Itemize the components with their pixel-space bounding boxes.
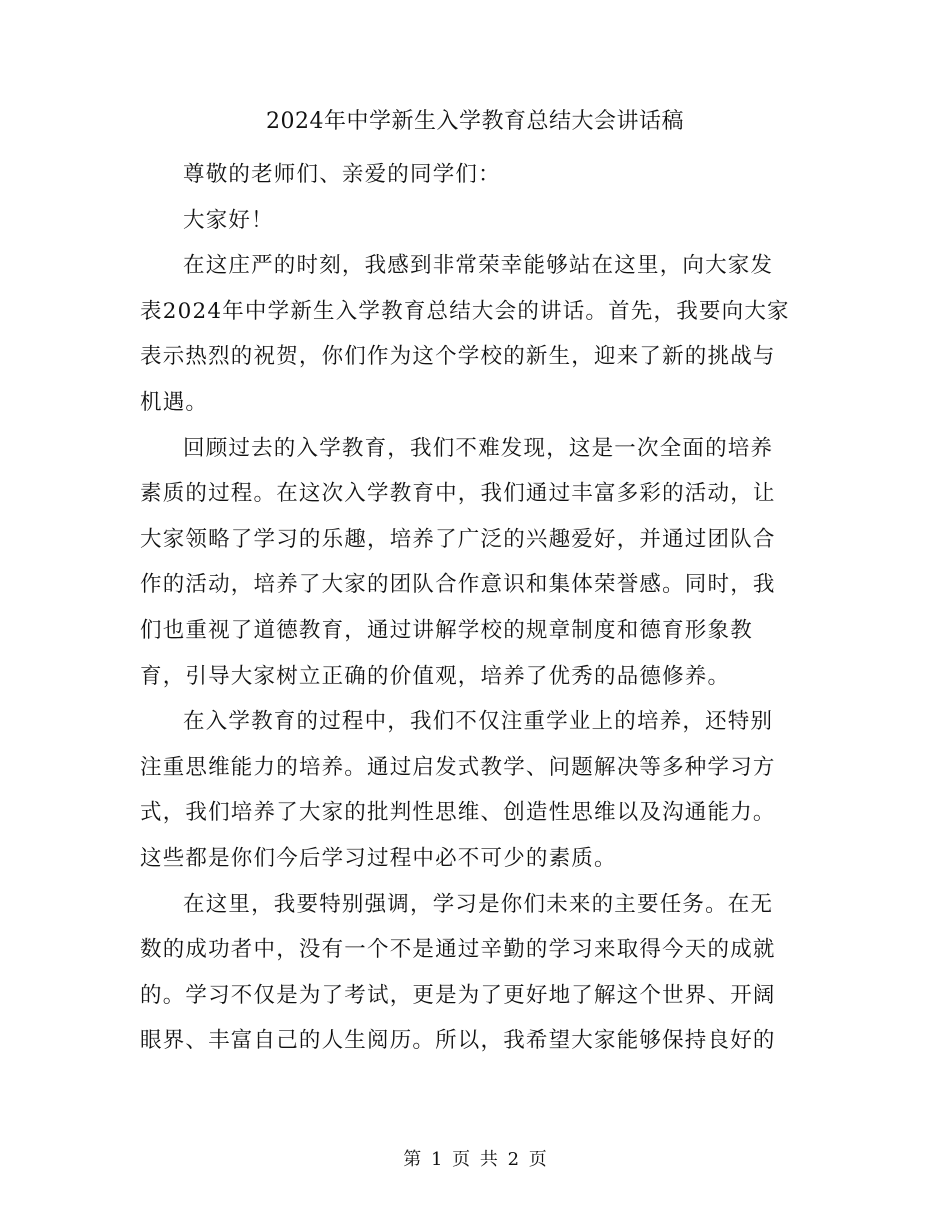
paragraph-line: 机遇。 <box>140 389 209 415</box>
paragraph-line: 育，引导大家树立正确的价值观，培养了优秀的品德修养。 <box>140 663 731 689</box>
paragraph-review <box>140 426 808 700</box>
paragraph-line: 作的活动，培养了大家的团队合作意识和集体荣誉感。同时，我 <box>140 572 776 598</box>
page-number-footer: 第 1 页 共 2 页 <box>403 1149 547 1170</box>
paragraph-opening <box>140 243 808 425</box>
paragraph-line: 素质的过程。在这次入学教育中，我们通过丰富多彩的活动，让 <box>140 481 776 507</box>
paragraph-line: 眼界、丰富自己的人生阅历。所以，我希望大家能够保持良好的 <box>140 1028 776 1054</box>
document-title: 2024年中学新生入学教育总结大会讲话稿 <box>266 109 684 134</box>
paragraph-line: 在这里，我要特别强调，学习是你们未来的主要任务。在无 <box>183 891 774 917</box>
paragraph-line: 这些都是你们今后学习过程中必不可少的素质。 <box>140 845 617 871</box>
paragraph-thinking <box>140 699 808 881</box>
paragraph-learning <box>140 882 808 1064</box>
paragraph-line: 数的成功者中，没有一个不是通过辛勤的学习来取得今天的成就 <box>140 937 776 963</box>
paragraph-line: 们也重视了道德教育，通过讲解学校的规章制度和德育形象教 <box>140 617 753 643</box>
document-body <box>140 152 808 1064</box>
paragraph-line: 的。学习不仅是为了考试，更是为了更好地了解这个世界、开阔 <box>140 982 776 1008</box>
paragraph-line: 表示热烈的祝贺，你们作为这个学校的新生，迎来了新的挑战与 <box>140 344 776 370</box>
paragraph-salutation <box>140 152 808 198</box>
paragraph-line: 在这庄严的时刻，我感到非常荣幸能够站在这里，向大家发 <box>183 253 774 279</box>
paragraph-line: 大家领略了学习的乐趣，培养了广泛的兴趣爱好，并通过团队合 <box>140 526 776 552</box>
paragraph-line: 表2024年中学新生入学教育总结大会的讲话。首先，我要向大家 <box>140 298 790 324</box>
paragraph-line: 注重思维能力的培养。通过启发式教学、问题解决等多种学习方 <box>140 754 776 780</box>
paragraph-line: 大家好！ <box>183 207 274 233</box>
paragraph-line: 式，我们培养了大家的批判性思维、创造性思维以及沟通能力。 <box>140 800 776 826</box>
paragraph-line: 在入学教育的过程中，我们不仅注重学业上的培养，还特别 <box>183 709 774 735</box>
paragraph-line: 尊敬的老师们、亲爱的同学们： <box>183 162 501 187</box>
paragraph-line: 回顾过去的入学教育，我们不难发现，这是一次全面的培养 <box>183 435 774 461</box>
paragraph-greeting <box>140 198 808 244</box>
